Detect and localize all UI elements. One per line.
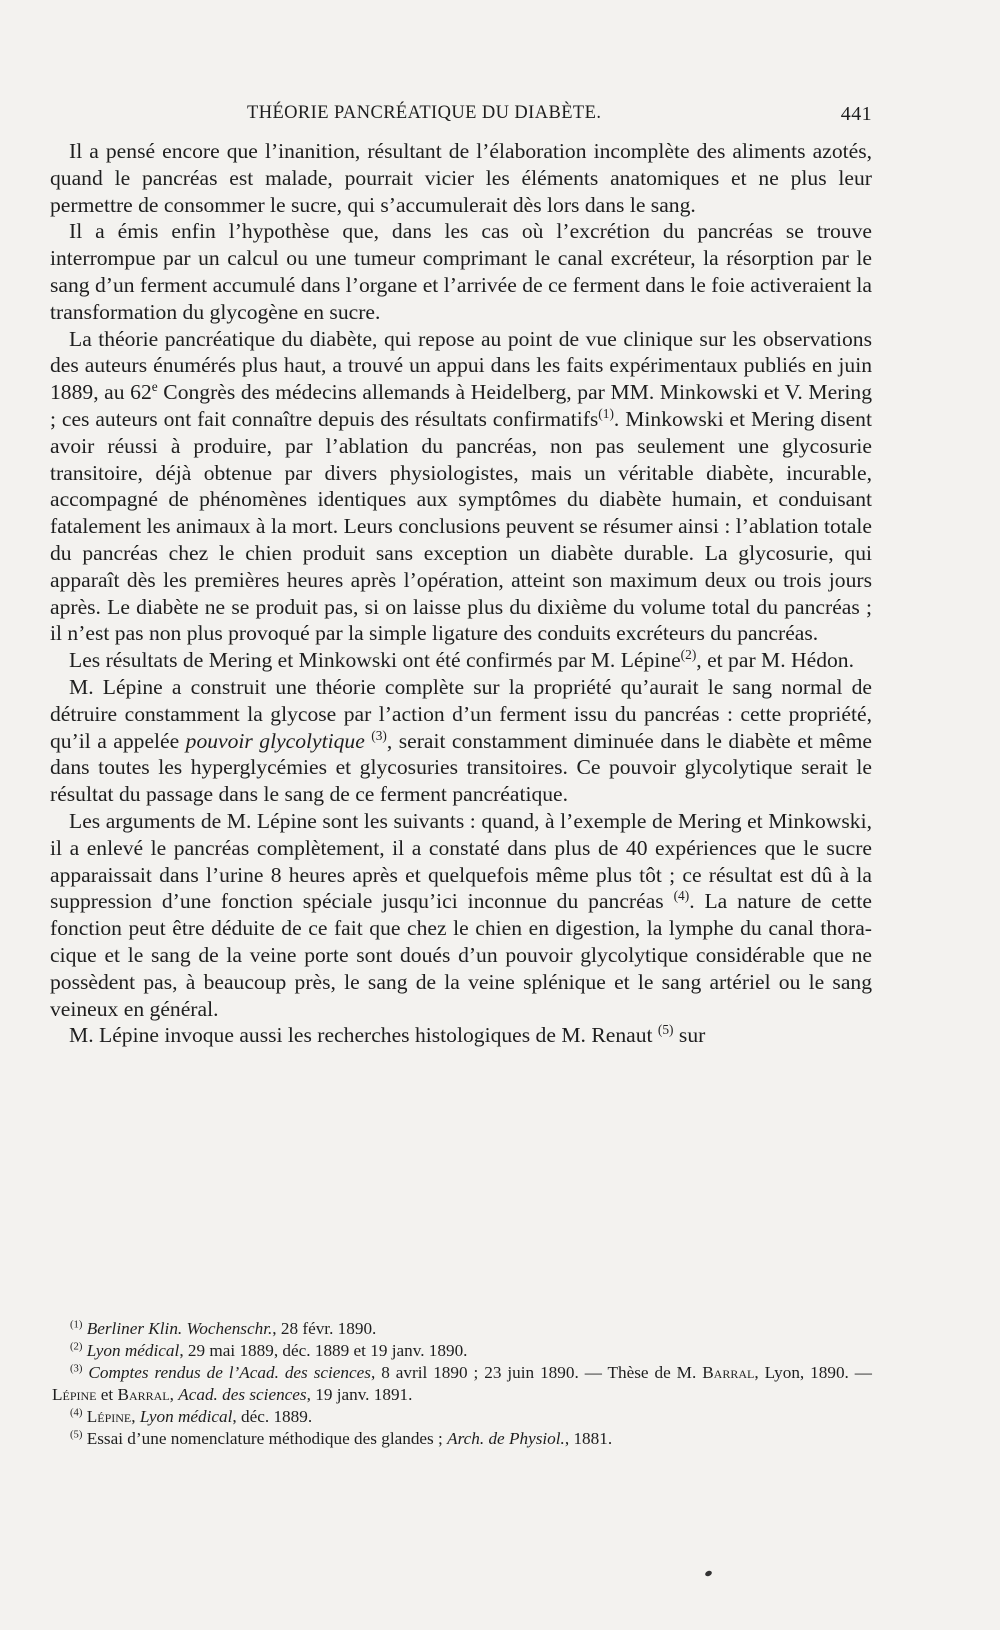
paragraph-text: . Minkowski et Mering disent avoir réussi à produire, par l’ablation du pancréas, non pas seulement une glycosurie transitoire, déjà obtenue par divers physiologistes, mais un véritable diabète, incurable, accompagné de phénomènes identiques aux symptômes du diabète humain, et conduisant fatalement les animaux à la mort. Leurs conclusions peuvent se résumer ainsi : l’ablation totale du pancréas chez le chien produit sans exception un diabète durable. La glycosurie, qui apparaît dès les premières heures après l’opération, atteint son maximum deux ou trois jours après. Le diabète ne se produit pas, si on laisse plus du dixième du volume total du pancréas ; il n’est pas non plus provoqué par la simple ligature des conduits excréteurs du pancréas.: [50, 406, 872, 646]
footnote-source: Comptes rendus de l’Acad. des sciences: [88, 1363, 371, 1382]
footnote-ref: (5): [657, 1022, 674, 1038]
running-title: THÉORIE PANCRÉATIQUE DU DIABÈTE.: [247, 103, 602, 123]
footnote: [52, 1362, 872, 1406]
footnote-text: , 29 mai 1889, déc. 1889 et 19 janv. 1890.: [179, 1341, 468, 1360]
footnote-source: Acad. des sciences: [178, 1385, 307, 1404]
paragraph: [50, 808, 872, 1022]
paragraph: [50, 647, 872, 674]
footnote-text: , 28 févr. 1890.: [272, 1319, 377, 1338]
footnote-text: et: [96, 1385, 118, 1404]
page-number: 441: [840, 103, 872, 125]
paragraph-text: , et par M. Hédon.: [696, 648, 854, 673]
footnote-text: ,: [131, 1407, 140, 1426]
footnote-text: , 19 janv. 1891.: [306, 1385, 413, 1404]
footnote-marker: (3): [70, 1363, 83, 1375]
footnote-ref: (4): [673, 888, 690, 904]
paragraph-text: Les résultats de Mering et Minkowski ont été confirmés par M. Lépine: [69, 648, 681, 673]
paragraph-text: Il a pensé encore que l’inanition, résultant de l’élaboration incomplète des aliments azotés, quand le pancréas est malade, pourrait vicier les éléments anatomiques et ne plus leur permettre de consommer le sucre, qui s’accumulerait dès lors dans le sang.: [50, 139, 872, 217]
ink-speck: [704, 1570, 712, 1577]
paragraph-text: M. Lépine a construit une théorie complète sur la propriété qu’aurait le sang normal de détruire constamment la glycose par l’action d’un ferment issu du pancréas : cette propriété, qu’il a appelée: [50, 674, 872, 753]
footnote-marker: (5): [70, 1429, 83, 1441]
footnote-source: Arch. de Physiol.: [447, 1429, 565, 1448]
paragraph-text: Congrès des médecins allemands à Heidelberg, par MM. Minkowski et V. Mering ; ces auteurs ont fait connaître depuis des résultats confirmatifs: [50, 380, 872, 431]
footnote-text: , 1881.: [564, 1429, 613, 1448]
paragraph-text: Les arguments de M. Lépine sont les suivants : quand, à l’exemple de Mering et Minkowski, il a enlevé le pancréas complètement, il a constaté dans plus de 40 expériences que le sucre apparaissait dans l’urine 8 heures après et quelquefois même plus tôt ; ce résultat est dû à la suppression d’une fonction spéciale jusqu’ici inconnue du pancréas: [50, 808, 872, 914]
running-head: [52, 103, 872, 131]
footnote-marker: (2): [70, 1341, 83, 1353]
body-text: [50, 138, 872, 1049]
footnote: [52, 1428, 872, 1450]
footnote-author: Lépine: [52, 1385, 97, 1404]
paragraph-text: M. Lépine invoque aussi les recherches histologiques de M. Renaut: [69, 1023, 653, 1048]
italic-term: pouvoir glycolytique: [185, 728, 365, 753]
footnote-author: Barral: [702, 1363, 755, 1382]
footnote-ref: (1): [598, 405, 614, 421]
paragraph: [50, 218, 872, 325]
footnote-text: ,: [169, 1385, 179, 1404]
paragraph: [50, 1022, 872, 1049]
footnote-source: Lyon médical: [86, 1341, 180, 1360]
footnote: [52, 1406, 872, 1428]
footnote: [52, 1318, 872, 1340]
ordinal-superscript: e: [151, 378, 158, 394]
footnote: [52, 1340, 872, 1362]
footnote-marker: (4): [70, 1407, 83, 1419]
footnote-marker: (1): [70, 1319, 83, 1331]
footnote-text: , 8 avril 1890 ; 23 juin 1890. — Thèse de M.: [370, 1363, 703, 1382]
footnotes: [52, 1318, 872, 1450]
paragraph: [50, 674, 872, 808]
paragraph-text: Il a émis enfin l’hypothèse que, dans les cas où l’excrétion du pancréas se trouve interrompue par un calcul ou une tumeur comprimant le canal excréteur, la résorption par le sang d’un ferment accumulé dans l’organe et l’arrivée de ce ferment dans le foie activeraient la transformation du glycogène en sucre.: [50, 219, 872, 324]
footnote-text: , déc. 1889.: [232, 1407, 313, 1426]
footnote-text: , Lyon, 1890. —: [754, 1363, 872, 1382]
footnote-author: Barral: [117, 1385, 170, 1404]
paragraph-text: La théorie pancréatique du diabète, qui repose au point de vue clinique sur les observations des auteurs énumérés plus haut, a trouvé un appui dans les faits expérimentaux publiés en juin 1889, au 62: [50, 326, 872, 405]
paragraph: [50, 138, 872, 218]
footnote-author: Lépine: [86, 1407, 132, 1426]
paragraph: [50, 326, 872, 648]
footnote-ref: (3): [371, 727, 387, 743]
paragraph-text: . La nature de cette fonction peut être déduite de ce fait que chez le chien en digestion, la lymphe du canal thoracique et le sang de la veine porte sont doués d’un pouvoir glycolytique considérable que ne possèdent pas, à beaucoup près, le sang de la veine splénique et le sang artériel ou le sang veineux en général.: [50, 889, 872, 1021]
footnote-text: Essai d’une nomenclature méthodique des glandes ;: [82, 1429, 448, 1448]
footnote-source: Berliner Klin. Wochenschr.: [86, 1319, 273, 1338]
footnote-ref: (2): [680, 646, 697, 662]
paragraph-text: sur: [673, 1023, 706, 1048]
footnote-source: Lyon médical: [139, 1407, 233, 1426]
paragraph-text: , serait constamment diminuée dans le diabète et même dans toutes les hyperglycémies et glycosuries transitoires. Ce pouvoir glycolytique serait le résultat du passage dans le sang de ce ferment pancréatique.: [50, 728, 872, 807]
